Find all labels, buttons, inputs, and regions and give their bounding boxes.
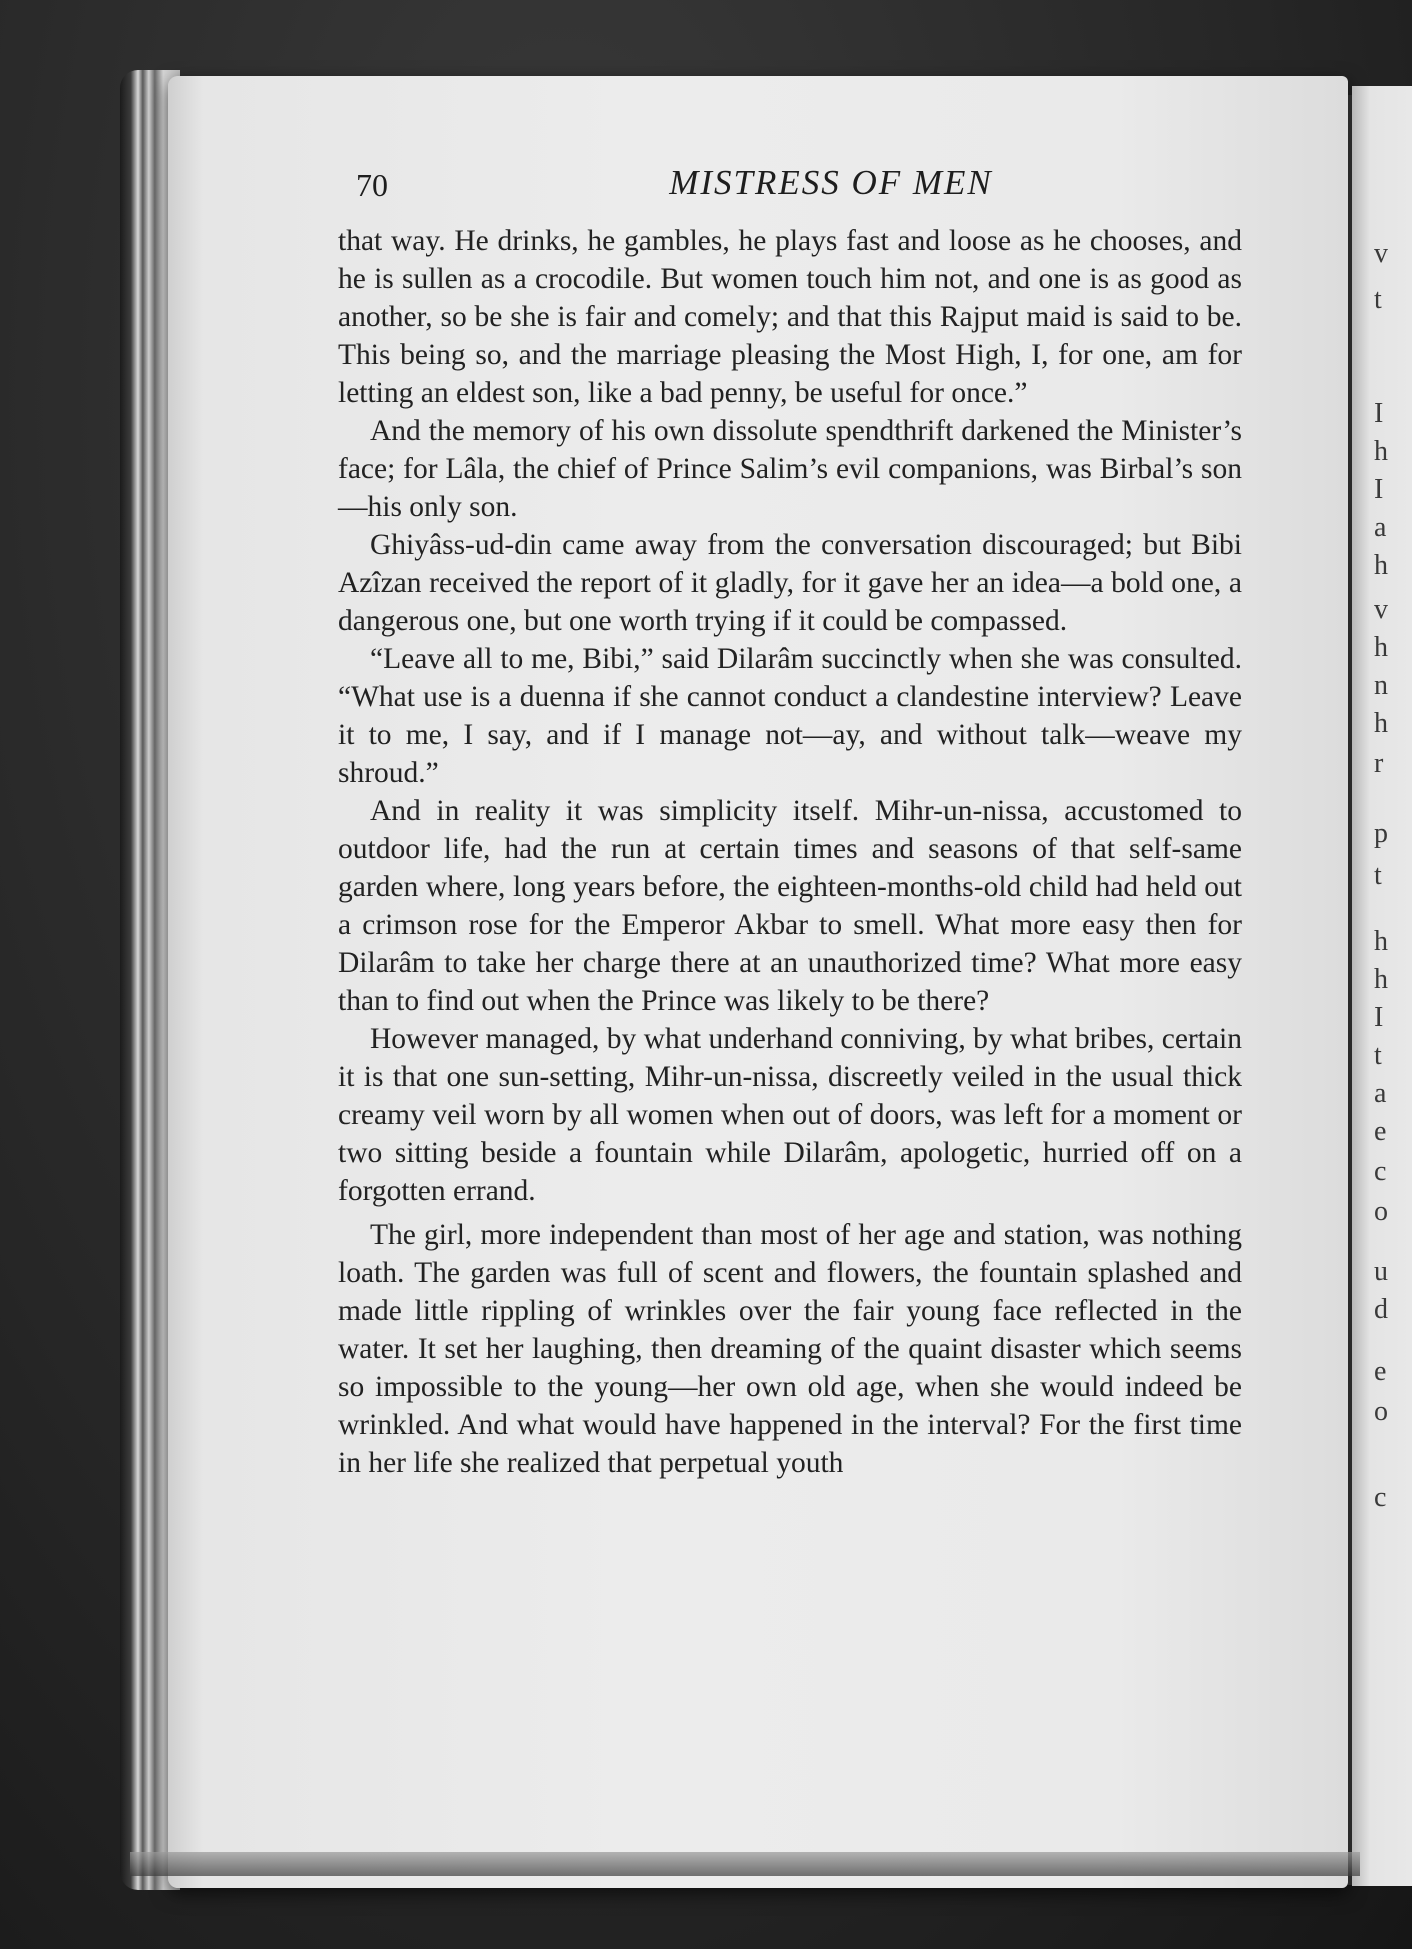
page-gutter xyxy=(1348,95,1352,1885)
paragraph: However managed, by what underhand conniving, by what bribes, certain it is that one sun-setting, Mihr-un-nissa, discreetly veiled in the usual thick creamy veil worn by all women when out of doors, was left for a moment or two sitting beside a fountain while Dilarâm, apologetic, hurried off on a forgotten errand. xyxy=(338,1023,1242,1207)
running-title: MISTRESS OF MEN xyxy=(669,163,993,202)
facing-page-letter: c xyxy=(1374,1482,1387,1513)
facing-page-letter: v xyxy=(1374,238,1388,269)
facing-page-letter: e xyxy=(1374,1116,1387,1147)
facing-page-letter: p xyxy=(1374,818,1388,849)
facing-page-letter: t xyxy=(1374,860,1382,891)
facing-page-letter: e xyxy=(1374,1356,1387,1387)
paragraph: And the memory of his own dissolute spendthrift darkened the Minister’s face; for Lâla, the chief of Prince Salim’s evil companions, was Birbal’s son—his only son. xyxy=(338,415,1242,523)
facing-page-letter: t xyxy=(1374,1040,1382,1071)
page-number: 70 xyxy=(356,167,388,203)
facing-page-letter: n xyxy=(1374,670,1388,701)
facing-page-letter: d xyxy=(1374,1294,1388,1325)
facing-page-letter: h xyxy=(1374,550,1388,581)
page-body xyxy=(338,222,1242,1482)
page-header xyxy=(356,163,1236,213)
facing-page-letter: a xyxy=(1374,512,1387,543)
facing-page-letter: I xyxy=(1374,1002,1384,1033)
facing-page-letter: c xyxy=(1374,1156,1387,1187)
facing-page-letter: h xyxy=(1374,436,1388,467)
paragraph: that way. He drinks, he gambles, he plays fast and loose as he chooses, and he is sullen as a crocodile. But women touch him not, and one is as good as another, so be she is fair and comely; and that this Rajput maid is said to be. This being so, and the marriage pleasing the Most High, I, for one, am for letting an eldest son, like a bad penny, be useful for once.” xyxy=(338,225,1242,409)
facing-page-letter: a xyxy=(1374,1078,1387,1109)
facing-page-letter: o xyxy=(1374,1396,1388,1427)
facing-page-letter: o xyxy=(1374,1196,1388,1227)
paragraph: And in reality it was simplicity itself. Mihr-un-nissa, accustomed to outdoor life, had the run at certain times and seasons of that self-same garden where, long years before, the eighteen-months-old child had held out a crimson rose for the Emperor Akbar to smell. What more easy then for Dilarâm to take her charge there at an unauthorized time? What more easy than to find out when the Prince was likely to be there? xyxy=(338,795,1242,1017)
paragraph: “Leave all to me, Bibi,” said Dilarâm succinctly when she was consulted. “What use is a duenna if she cannot conduct a clandestine interview? Leave it to me, I say, and if I manage not—ay, and without talk—weave my shroud.” xyxy=(338,643,1242,789)
facing-page-letter: h xyxy=(1374,964,1388,995)
facing-page-letter: h xyxy=(1374,632,1388,663)
facing-page-letter: v xyxy=(1374,594,1388,625)
paragraph: The girl, more independent than most of her age and station, was nothing loath. The garden was full of scent and flowers, the fountain splashed and made little rippling of wrinkles over the fair young face reflected in the water. It set her laughing, then dreaming of the quaint disaster which seems so impossible to the young—her own old age, when she would indeed be wrinkled. And what would have happened in the interval? For the first time in her life she realized that perpetual youth xyxy=(338,1219,1242,1479)
paragraph: Ghiyâss-ud-din came away from the conversation discouraged; but Bibi Azîzan received the report of it gladly, for it gave her an idea—a bold one, a dangerous one, but one worth trying if it could be compassed. xyxy=(338,529,1242,637)
facing-page-letter: h xyxy=(1374,926,1388,957)
facing-page-letter: I xyxy=(1374,398,1384,429)
facing-page-letter: h xyxy=(1374,708,1388,739)
facing-page-letter: r xyxy=(1374,748,1384,779)
facing-page-letter: I xyxy=(1374,474,1384,505)
page-bottom-edge xyxy=(130,1852,1360,1876)
facing-page-letter: u xyxy=(1374,1256,1388,1287)
facing-page-letter: t xyxy=(1374,284,1382,315)
